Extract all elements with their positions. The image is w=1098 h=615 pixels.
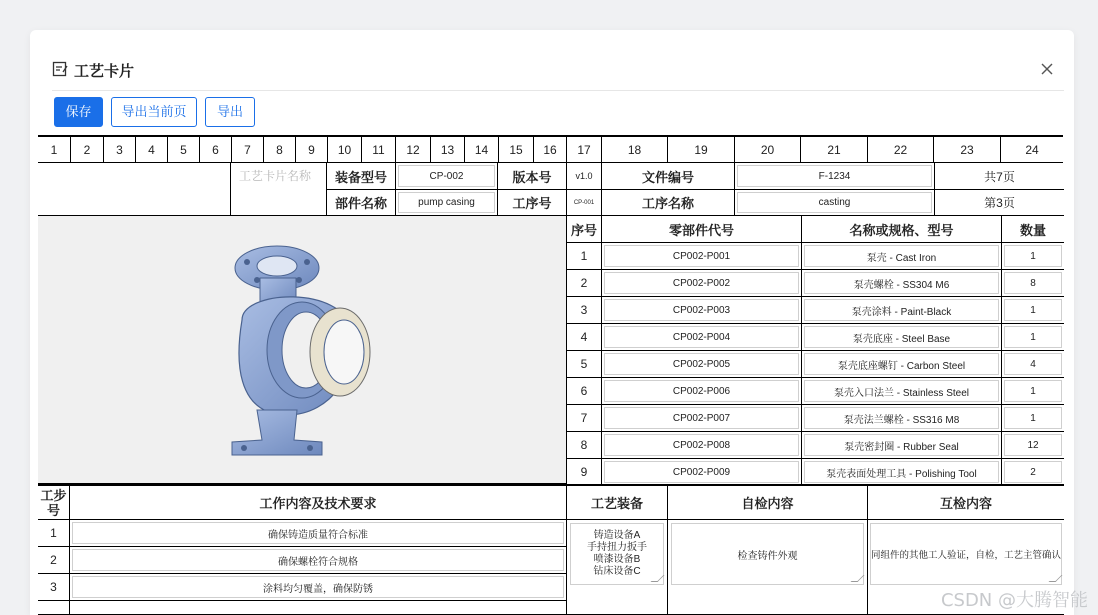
column-number: 4 [136, 135, 168, 163]
header-blank-cell [38, 163, 231, 216]
parts-seq-header: 序号 [567, 216, 602, 243]
doc-number-label: 文件编号 [602, 163, 735, 190]
parts-row-cell: 8 [567, 432, 602, 459]
parts-row-cell: 6 [567, 378, 602, 405]
step-no-cell: 2 [38, 547, 70, 574]
parts-row-cell [802, 459, 1002, 486]
equipment-textarea[interactable] [570, 523, 664, 585]
pump-casing-image [202, 230, 402, 470]
parts-row-cell [602, 432, 802, 459]
parts-name-input[interactable]: 泵壳 - Cast Iron [804, 245, 999, 267]
parts-row-cell [602, 297, 802, 324]
mutual-check-text: 同组件的其他工人验证，自检，工艺主管确认 [871, 550, 1062, 561]
resize-handle[interactable] [851, 575, 865, 582]
parts-name-input[interactable]: 泵壳密封圈 - Rubber Seal [804, 434, 999, 456]
parts-row-cell [602, 459, 802, 486]
parts-row-cell [602, 324, 802, 351]
equipment-model-input[interactable]: CP-002 [398, 165, 495, 187]
parts-row-cell [1002, 243, 1064, 270]
parts-row-cell [602, 405, 802, 432]
parts-code-input[interactable]: CP002-P002 [604, 272, 799, 294]
parts-code-header: 零部件代号 [602, 216, 802, 243]
column-number: 22 [868, 135, 934, 163]
parts-row-cell [602, 351, 802, 378]
step-content-cell [70, 574, 567, 601]
watermark: CSDN @大腾智能 [940, 590, 1088, 611]
parts-row-cell [802, 297, 1002, 324]
parts-row-cell [1002, 324, 1064, 351]
export-current-page-button[interactable]: 导出当前页 [111, 97, 197, 127]
mutual-check-textarea[interactable] [870, 523, 1062, 585]
close-icon[interactable] [1040, 62, 1054, 76]
parts-row-cell [802, 324, 1002, 351]
parts-code-input[interactable]: CP002-P003 [604, 299, 799, 321]
card-name-input[interactable]: 工艺卡片名称 [239, 169, 312, 183]
parts-code-input[interactable]: CP002-P001 [604, 245, 799, 267]
column-number: 12 [396, 135, 431, 163]
parts-row-cell [1002, 270, 1064, 297]
part-name-cell [396, 190, 498, 216]
parts-qty-input[interactable]: 4 [1004, 353, 1062, 375]
step-content-cell [70, 601, 567, 615]
column-number: 8 [264, 135, 296, 163]
doc-number-input[interactable]: F-1234 [737, 165, 932, 187]
column-number: 6 [200, 135, 232, 163]
parts-row-cell: 5 [567, 351, 602, 378]
total-pages: 共7页 [935, 163, 1064, 190]
step-content-input[interactable]: 涂料均匀覆盖，确保防锈 [72, 576, 564, 598]
parts-qty-input[interactable]: 1 [1004, 407, 1062, 429]
resize-handle[interactable] [1049, 575, 1063, 582]
step-content-input[interactable]: 确保铸造质量符合标准 [72, 522, 564, 544]
parts-name-input[interactable]: 泵壳入口法兰 - Stainless Steel [804, 380, 999, 402]
self-check-textarea[interactable] [671, 523, 864, 585]
step-no-header: 工步号 [38, 484, 70, 520]
version-value[interactable]: v1.0 [567, 163, 602, 190]
parts-row-cell: 9 [567, 459, 602, 486]
parts-code-input[interactable]: CP002-P008 [604, 434, 799, 456]
column-number: 18 [602, 135, 668, 163]
equipment-line: 手持扭力扳手 [587, 542, 647, 553]
parts-row-cell: 2 [567, 270, 602, 297]
parts-name-input[interactable]: 泵壳底座 - Steel Base [804, 326, 999, 348]
column-number: 16 [534, 135, 567, 163]
column-number: 7 [232, 135, 264, 163]
step-content-input[interactable]: 确保螺栓符合规格 [72, 549, 564, 571]
column-number: 2 [71, 135, 104, 163]
parts-qty-input[interactable]: 12 [1004, 434, 1062, 456]
column-number: 14 [465, 135, 499, 163]
parts-code-input[interactable]: CP002-P007 [604, 407, 799, 429]
parts-name-header: 名称或规格、型号 [802, 216, 1002, 243]
parts-row-cell: 4 [567, 324, 602, 351]
save-button[interactable]: 保存 [54, 97, 103, 127]
part-image-area[interactable] [38, 216, 567, 484]
equipment-model-label: 装备型号 [327, 163, 396, 190]
parts-row-cell [1002, 351, 1064, 378]
column-number: 15 [499, 135, 534, 163]
parts-qty-input[interactable]: 8 [1004, 272, 1062, 294]
equipment-line: 钻床设备C [593, 566, 641, 577]
card-name-cell [231, 163, 327, 216]
column-number: 21 [801, 135, 868, 163]
document-edit-icon [52, 61, 68, 77]
parts-row-cell [802, 351, 1002, 378]
column-number: 11 [362, 135, 396, 163]
dialog-header [52, 50, 1064, 91]
parts-row-cell [802, 405, 1002, 432]
parts-row-cell: 3 [567, 297, 602, 324]
process-name-input[interactable]: casting [737, 192, 932, 213]
column-number: 23 [934, 135, 1001, 163]
step-no-cell [38, 601, 70, 615]
parts-row-cell [1002, 432, 1064, 459]
parts-code-input[interactable]: CP002-P006 [604, 380, 799, 402]
process-name-label: 工序名称 [602, 190, 735, 216]
part-name-label: 部件名称 [327, 190, 396, 216]
column-number: 1 [38, 135, 71, 163]
column-number: 5 [168, 135, 200, 163]
part-name-input[interactable]: pump casing [398, 192, 495, 213]
self-check-header: 自检内容 [668, 484, 868, 520]
parts-qty-input[interactable]: 1 [1004, 380, 1062, 402]
process-name-cell [735, 190, 935, 216]
parts-code-input[interactable]: CP002-P005 [604, 353, 799, 375]
step-content-cell [70, 520, 567, 547]
column-number: 20 [735, 135, 801, 163]
parts-row-cell [802, 270, 1002, 297]
parts-row-cell: 1 [567, 243, 602, 270]
mutual-check-header: 互检内容 [868, 484, 1064, 520]
parts-row-cell: 7 [567, 405, 602, 432]
version-label: 版本号 [498, 163, 567, 190]
parts-row-cell [802, 243, 1002, 270]
column-number: 24 [1001, 135, 1063, 163]
current-page: 第3页 [935, 190, 1064, 216]
parts-name-input[interactable]: 泵壳法兰螺栓 - SS316 M8 [804, 407, 999, 429]
parts-code-input[interactable]: CP002-P004 [604, 326, 799, 348]
parts-row-cell [1002, 297, 1064, 324]
parts-name-input[interactable]: 泵壳底座螺钉 - Carbon Steel [804, 353, 999, 375]
parts-name-input[interactable]: 泵壳表面处理工具 - Polishing Tool [804, 461, 999, 483]
parts-row-cell [802, 432, 1002, 459]
parts-row-cell [1002, 459, 1064, 486]
process-equipment-header: 工艺装备 [567, 484, 668, 520]
column-number: 19 [668, 135, 735, 163]
equipment-model-cell [396, 163, 498, 190]
process-no-value[interactable]: CP-001 [567, 190, 602, 216]
parts-code-input[interactable]: CP002-P009 [604, 461, 799, 483]
step-no-cell: 3 [38, 574, 70, 601]
parts-qty-header: 数量 [1002, 216, 1064, 243]
parts-row-cell [602, 378, 802, 405]
column-number: 13 [431, 135, 465, 163]
parts-qty-input[interactable]: 1 [1004, 245, 1062, 267]
doc-number-cell [735, 163, 935, 190]
process-card-dialog [30, 30, 1074, 615]
parts-qty-input[interactable]: 2 [1004, 461, 1062, 483]
equipment-line: 铸造设备A [593, 530, 641, 541]
parts-row-cell [802, 378, 1002, 405]
step-no-cell: 1 [38, 520, 70, 547]
column-number: 10 [328, 135, 362, 163]
parts-row-cell [1002, 405, 1064, 432]
process-no-label: 工序号 [498, 190, 567, 216]
equipment-line: 喷漆设备B [593, 554, 641, 565]
export-button[interactable]: 导出 [205, 97, 255, 127]
column-number: 3 [104, 135, 136, 163]
parts-row-cell [1002, 378, 1064, 405]
work-content-header: 工作内容及技术要求 [70, 484, 567, 520]
self-check-cell [668, 520, 868, 615]
equipment-cell [567, 520, 668, 615]
parts-row-cell [602, 270, 802, 297]
resize-handle[interactable] [651, 575, 665, 582]
process-card-sheet [38, 135, 1064, 615]
column-number: 9 [296, 135, 328, 163]
parts-row-cell [602, 243, 802, 270]
parts-name-input[interactable]: 泵壳螺栓 - SS304 M6 [804, 272, 999, 294]
parts-qty-input[interactable]: 1 [1004, 326, 1062, 348]
parts-name-input[interactable]: 泵壳涂料 - Paint-Black [804, 299, 999, 321]
column-number: 17 [567, 135, 602, 163]
parts-qty-input[interactable]: 1 [1004, 299, 1062, 321]
self-check-text: 检查铸件外观 [737, 550, 798, 562]
step-content-cell [70, 547, 567, 574]
dialog-title: 工艺卡片 [74, 63, 135, 80]
